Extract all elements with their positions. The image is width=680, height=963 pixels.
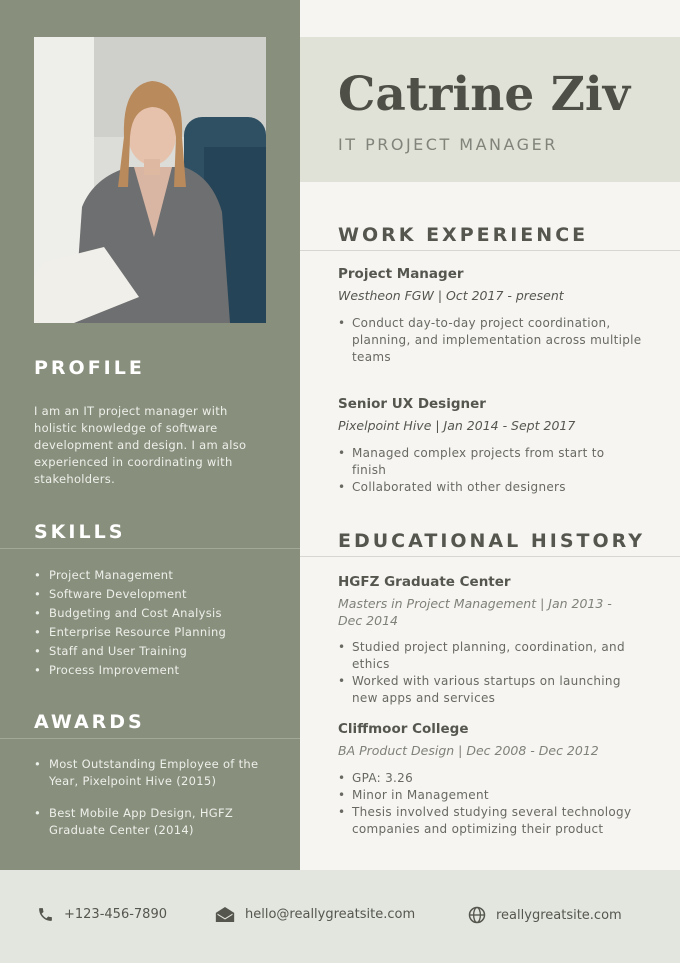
skills-divider [0, 548, 300, 549]
profile-text: I am an IT project manager with holistic knowledge of software development and design. I am also experienced in coordinating with stakeholders. [34, 404, 247, 486]
skills-heading: SKILLS [34, 521, 126, 543]
job-meta: Pixelpoint Hive | Jan 2014 - Sept 2017 [338, 418, 576, 433]
school-meta: Masters in Project Management | Jan 2013 - Dec 2014 [338, 596, 612, 628]
work-experience-heading: WORK EXPERIENCE [338, 224, 589, 246]
education-heading: EDUCATIONAL HISTORY [338, 530, 645, 552]
skill-item: • Project Management [34, 566, 284, 585]
phone-icon [37, 906, 54, 923]
skill-item: • Budgeting and Cost Analysis [34, 604, 284, 623]
school-bullet: • Studied project planning, coordination, and ethics [338, 639, 643, 673]
skill-item: • Staff and User Training [34, 642, 284, 661]
award-item: • Most Outstanding Employee of the Year, Pixelpoint Hive (2015) [34, 756, 264, 790]
job-meta: Westheon FGW | Oct 2017 - present [338, 288, 564, 303]
skill-item: • Process Improvement [34, 661, 284, 680]
job-bullet: • Conduct day-to-day project coordination, planning, and implementation across multiple teams [338, 315, 643, 366]
envelope-icon [215, 906, 235, 923]
profile-heading: PROFILE [34, 357, 145, 379]
school-bullet: • GPA: 3.26 [338, 770, 643, 787]
contact-footer [0, 870, 680, 963]
job-bullet: • Collaborated with other designers [338, 479, 628, 496]
job-bullet: • Managed complex projects from start to finish [338, 445, 628, 479]
contact-website[interactable] [468, 906, 622, 924]
job-title: Project Manager [338, 266, 464, 282]
school-name: Cliffmoor College [338, 721, 469, 737]
email-address: hello@reallygreatsite.com [245, 907, 416, 922]
award-item: • Best Mobile App Design, HGFZ Graduate Center (2014) [34, 805, 264, 839]
candidate-role: IT PROJECT MANAGER [338, 135, 558, 154]
awards-heading: AWARDS [34, 711, 145, 733]
job-bullets [338, 445, 628, 496]
website-url: reallygreatsite.com [496, 907, 622, 923]
profile-photo [34, 37, 266, 323]
work-divider [300, 250, 680, 251]
skills-list [34, 566, 284, 680]
job-bullets [338, 315, 643, 366]
school-bullet: • Worked with various startups on launching new apps and services [338, 673, 643, 707]
header-band [300, 37, 680, 182]
education-divider [300, 556, 680, 557]
school-name: HGFZ Graduate Center [338, 574, 511, 590]
skill-item: • Enterprise Resource Planning [34, 623, 284, 642]
main-content [300, 182, 680, 870]
awards-divider [0, 738, 300, 739]
globe-icon [468, 906, 486, 924]
contact-phone[interactable] [37, 906, 167, 923]
contact-email[interactable] [215, 906, 415, 923]
job-title: Senior UX Designer [338, 396, 486, 412]
phone-number: +123-456-7890 [64, 907, 167, 922]
school-bullet: • Minor in Management [338, 787, 643, 804]
skill-item: • Software Development [34, 585, 284, 604]
candidate-name: Catrine Ziv [338, 67, 631, 122]
awards-list [34, 756, 264, 854]
school-meta: BA Product Design | Dec 2008 - Dec 2012 [338, 743, 599, 758]
school-bullets [338, 770, 643, 838]
school-bullets [338, 639, 643, 707]
school-bullet: • Thesis involved studying several technology companies and optimizing their product [338, 804, 643, 838]
sidebar [0, 0, 300, 870]
